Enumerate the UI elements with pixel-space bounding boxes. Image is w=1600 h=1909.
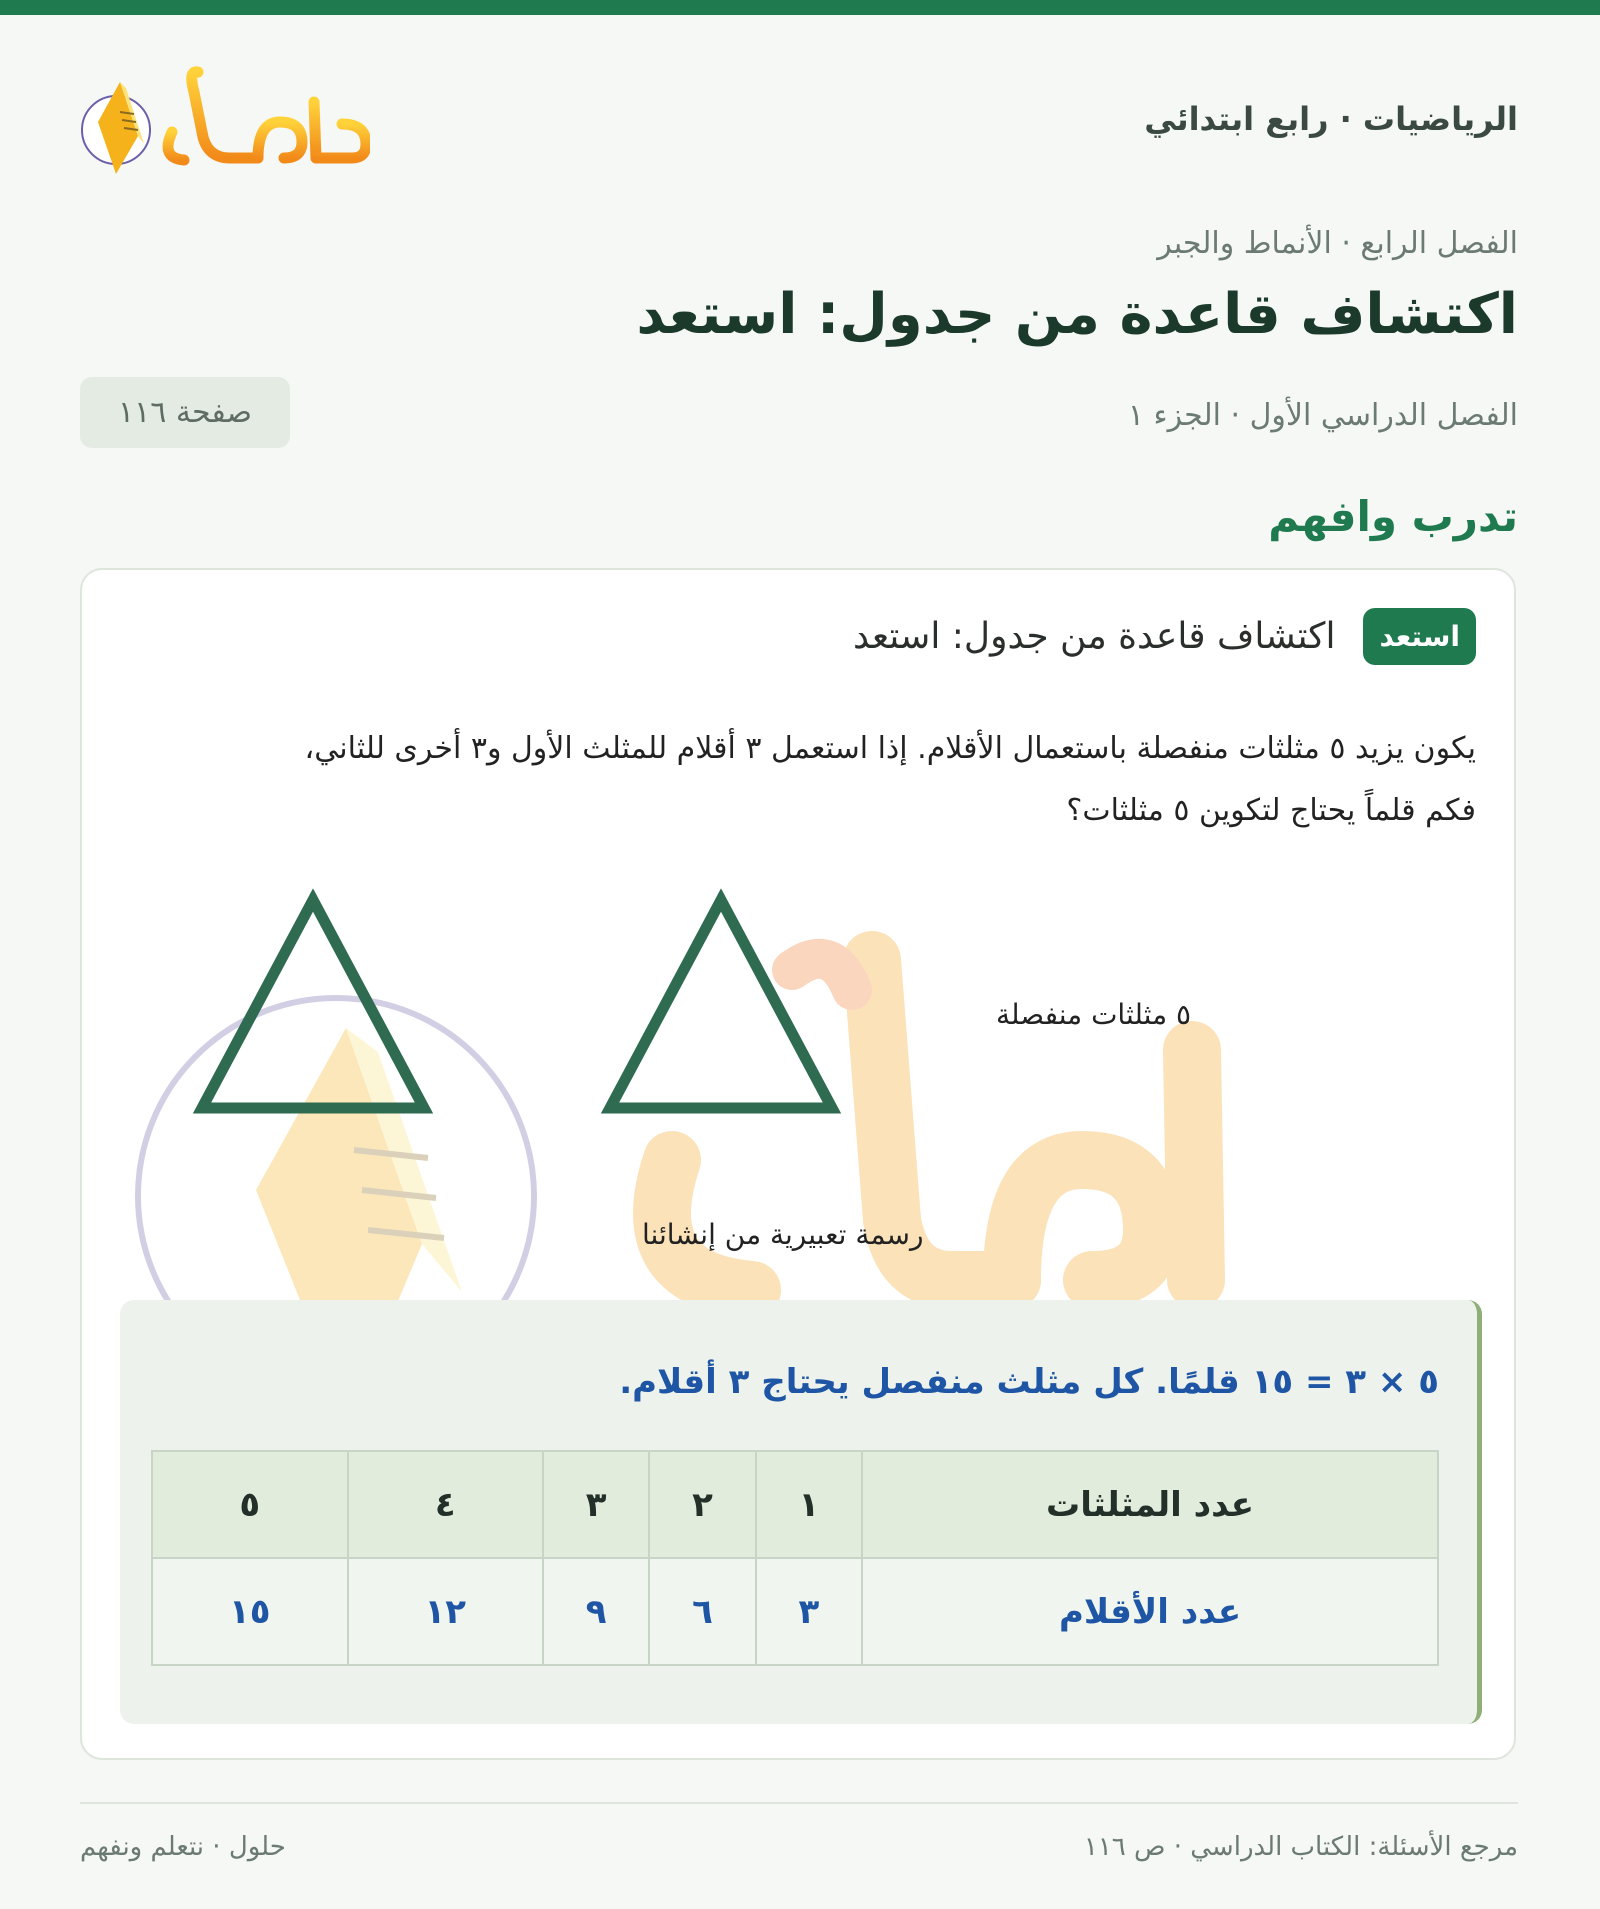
triangle-2: [610, 900, 832, 1108]
table-row: [152, 1558, 1438, 1665]
prepare-tag: استعد: [1363, 608, 1476, 665]
page-number-badge: صفحة ١١٦: [80, 377, 290, 448]
question-line-1: يكون يزيد ٥ مثلثات منفصلة باستعمال الأقلام. إذا استعمل ٣ أقلام للمثلث الأول و٣ أخرى للثاني،: [304, 731, 1476, 766]
footer-reference: مرجع الأسئلة: الكتاب الدراسي · ص ١١٦: [1083, 1832, 1518, 1862]
table-cell: ٩: [543, 1558, 649, 1665]
table-cell: عدد المثلثات: [862, 1451, 1438, 1558]
card-title: اكتشاف قاعدة من جدول: استعد: [853, 616, 1336, 657]
table-cell: عدد الأقلام: [862, 1558, 1438, 1665]
rule-table: [151, 1450, 1439, 1666]
page-title: اكتشاف قاعدة من جدول: استعد: [636, 282, 1518, 347]
table-cell: ٢: [649, 1451, 755, 1558]
term-label: الفصل الدراسي الأول · الجزء ١: [1127, 398, 1518, 433]
table-cell: ٣: [756, 1558, 862, 1665]
triangles-label: ٥ مثلثات منفصلة: [996, 998, 1192, 1031]
top-accent-bar: [0, 0, 1600, 15]
section-title: تدرب وافهم: [1268, 492, 1518, 541]
breadcrumb: الفصل الرابع · الأنماط والجبر: [1157, 226, 1518, 261]
table-cell: ١٢: [348, 1558, 543, 1665]
table-cell: ٤: [348, 1451, 543, 1558]
table-cell: ٦: [649, 1558, 755, 1665]
table-cell: ١٥: [152, 1558, 348, 1665]
hlol-logo[interactable]: [80, 62, 370, 182]
triangle-1: [202, 900, 424, 1108]
answer-box: [120, 1300, 1482, 1724]
exercise-card: [80, 568, 1516, 1760]
question-line-2: فكم قلماً يحتاج لتكوين ٥ مثلثات؟: [1066, 793, 1476, 828]
table-cell: ٣: [543, 1451, 649, 1558]
table-cell: ٥: [152, 1451, 348, 1558]
page-header: [80, 62, 1518, 182]
footer-divider: [80, 1802, 1518, 1804]
table-row: [152, 1451, 1438, 1558]
subject-label: الرياضيات · رابع ابتدائي: [1144, 100, 1518, 138]
table-cell: ١: [756, 1451, 862, 1558]
illustration-caption: رسمة تعبيرية من إنشائنا: [642, 1218, 924, 1251]
answer-text: ٥ × ٣ = ١٥ قلمًا. كل مثلث منفصل يحتاج ٣ أقلام.: [619, 1362, 1439, 1402]
footer-brand: حلول · نتعلم ونفهم: [80, 1832, 286, 1862]
